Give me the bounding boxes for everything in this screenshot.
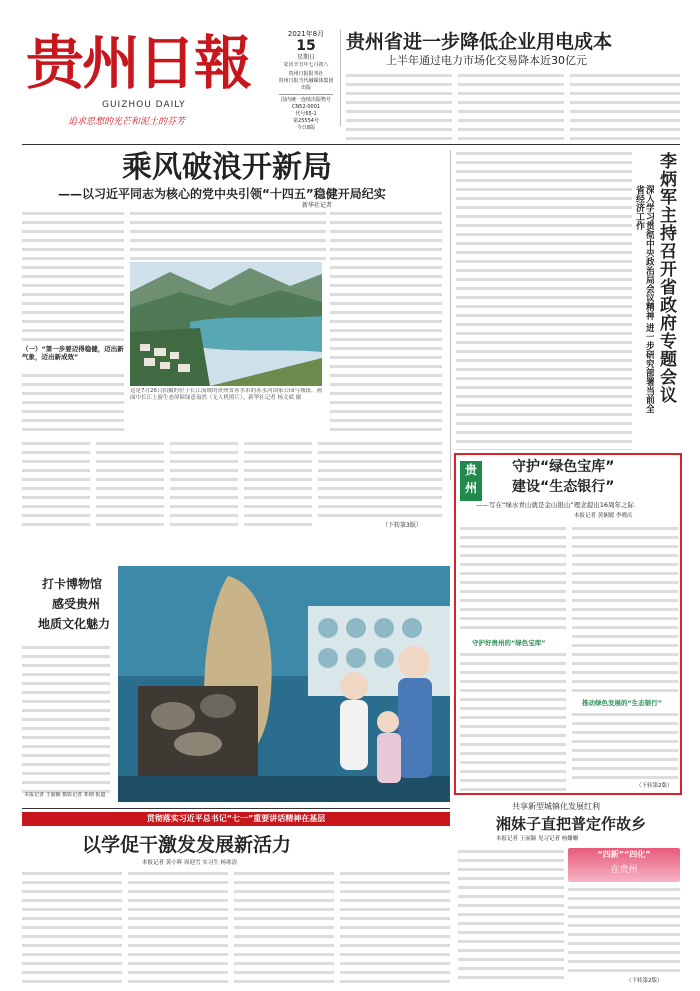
- lead-headline: 乘风破浪开新局: [122, 150, 332, 185]
- rural-story: [456, 800, 682, 990]
- masthead-title: 贵州日報: [26, 29, 251, 97]
- museum-exhibit-image: [118, 566, 450, 802]
- top-story-subhead: 上半年通过电力市场化交易降本近30亿元: [386, 54, 587, 67]
- green-tag-char-1: 贵: [464, 463, 477, 477]
- lead-byline: 新华社记者: [302, 202, 333, 209]
- lunar-date: 农历辛丑年七月初八: [283, 62, 329, 68]
- lead-story: [22, 150, 442, 210]
- lead-section-marker-box: [22, 345, 124, 369]
- museum-photo: [118, 566, 450, 802]
- issue-code-4: 第25554号: [293, 118, 319, 124]
- river-town-image: [130, 262, 322, 386]
- museum-title-3: 地质文化魅力: [38, 617, 111, 631]
- green-section-1: 守护好贵州的“绿色宝库”: [472, 639, 546, 647]
- issue-code-1: 国内统一连续出版物号: [280, 97, 331, 103]
- top-story-headline: 贵州省进一步降低企业用电成本: [346, 31, 613, 53]
- rural-kicker: 共享新型城镇化发展红利: [512, 802, 600, 811]
- museum-feature: [22, 566, 450, 804]
- lead-text-top: [130, 210, 326, 260]
- museum-title-2: 感受贵州: [52, 597, 101, 611]
- lead-text-col1: [22, 210, 124, 435]
- top-story-text-col2: [458, 72, 564, 140]
- rural-badge: [568, 848, 680, 882]
- lead-section-marker: （一）“第一步要迈得稳健，迈出新气象，迈出新成效”: [22, 345, 124, 361]
- rural-badge-top: “四新”“四化”: [597, 850, 651, 859]
- bottom-byline: 本报记者 黄小辉 周迎雪 实习生 杨寒清: [142, 860, 237, 866]
- top-story: [346, 30, 680, 140]
- green-subhead: ——写在“绿水青山就是金山银山”理念提出16周年之际: [476, 501, 635, 509]
- rural-continued: （下转第2版）: [626, 978, 663, 984]
- green-feature: [454, 453, 682, 795]
- lead-caption-box: [130, 388, 322, 410]
- issue-info: [275, 30, 337, 130]
- right-story-text: [456, 150, 632, 450]
- green-continued: （下转第2版）: [636, 783, 673, 789]
- masthead: [22, 28, 268, 127]
- issue-code-3: 代号65-1: [295, 111, 317, 117]
- green-section-2: 推动绿色发展的“生态银行”: [582, 699, 663, 707]
- issue-code-2: CN52-0001: [291, 104, 321, 110]
- lead-photo-caption: 这是7月26日拍摄的位于长江流域的贵州省赤水市的赤水河国家公园与城镇，画面中长江上游生态屏障绿意盎然（无人机照片）。新华社记者 杨文斌 摄: [130, 388, 322, 401]
- bottom-headline: 以学促干激发发展新活力: [82, 834, 292, 856]
- right-story-subhead: 深入学习贯彻中央政治局会议精神 进一步研究部署当前全省经济工作: [634, 185, 654, 414]
- right-story-headline: 李炳军主持召开省政府专题会议: [656, 152, 676, 404]
- bottom-banner: [22, 812, 450, 826]
- museum-title-1: 打卡博物馆: [42, 577, 103, 591]
- masthead-english: GUIZHOU DAILY: [102, 100, 186, 110]
- top-story-text-col3: [570, 72, 680, 140]
- issue-code-5: 今日8版: [296, 125, 316, 131]
- museum-photo-credit: 本报记者 王丽颖 摄影记者 邓刚 报道: [24, 792, 106, 798]
- rural-byline: 本报记者 王丽颖 见习记者 杨姗姗: [496, 836, 579, 842]
- issue-publisher-1: 贵州日报报刊社: [288, 71, 324, 77]
- masthead-slogan: 追求思想的光芒和泥土的芬芳: [68, 117, 186, 127]
- top-story-text-col1: [346, 72, 452, 140]
- green-tag-char-2: 州: [464, 481, 477, 495]
- issue-publisher-2: 贵州日报当代融媒体集团: [278, 78, 334, 84]
- green-byline: 本报记者 黄娴媛 李晓庆: [574, 513, 633, 519]
- right-story-headline-box: [654, 152, 680, 442]
- lead-lower: [22, 440, 442, 530]
- date-year-month: 2021年8月: [287, 30, 325, 38]
- lead-text-col3: [330, 210, 442, 435]
- date-day: 15: [296, 38, 316, 54]
- rural-headline: 湘妹子直把普定作故乡: [496, 815, 647, 833]
- lead-continued: （下转第3版）: [382, 522, 422, 529]
- lead-subhead: ——以习近平同志为核心的党中央引领“十四五”稳健开局纪实: [58, 187, 386, 201]
- green-headline-2: 建设“生态银行”: [512, 479, 615, 495]
- rural-badge-bottom: 在贵州: [610, 865, 638, 875]
- weekday: 星期日: [296, 54, 315, 61]
- green-headline-1: 守护“绿色宝库”: [512, 459, 615, 475]
- green-feature-tag: [460, 461, 482, 501]
- bottom-story: [22, 812, 450, 988]
- bottom-banner-text: 贯彻落实习近平总书记“七一”重要讲话精神在基层: [146, 814, 326, 823]
- issue-publisher-3: 出版: [300, 85, 311, 91]
- lead-photo: [130, 262, 322, 386]
- right-story-subhead-box: [634, 185, 654, 415]
